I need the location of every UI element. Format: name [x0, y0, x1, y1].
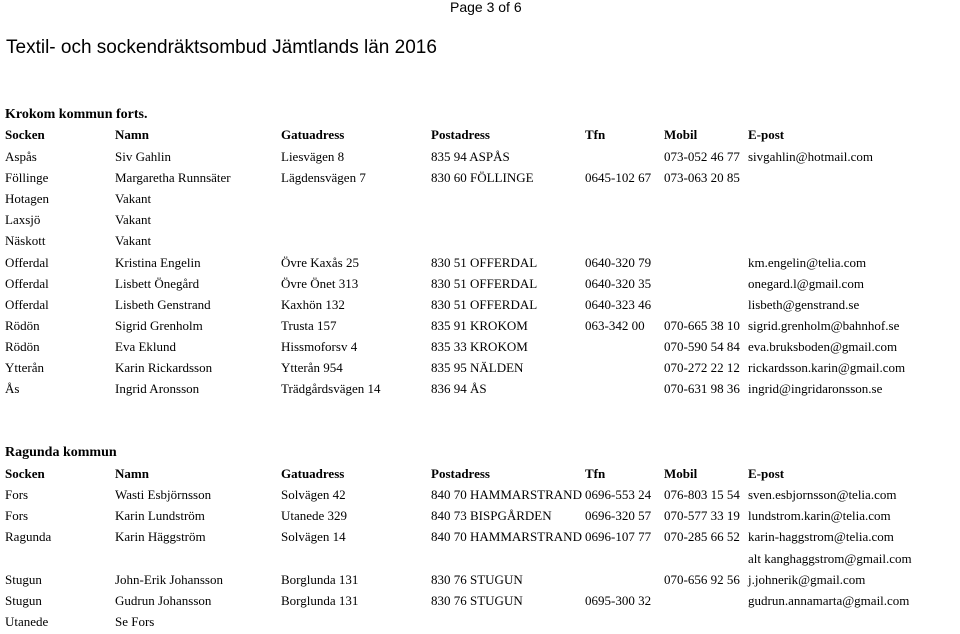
cell-gatuadress: Trusta 157: [281, 317, 337, 333]
cell-postadress: 835 95 NÄLDEN: [431, 360, 524, 375]
cell-socken: Offerdal: [5, 296, 49, 312]
cell-gatuadress: Trädgårdsvägen 14: [281, 381, 381, 397]
cell-socken: Laxsjö: [5, 212, 41, 228]
cell-postadress: 835 91 KROKOM: [431, 317, 528, 333]
cell-namn: Sigrid Grenholm: [115, 317, 203, 333]
cell-socken: Ragunda: [5, 529, 52, 545]
cell-postadress: 830 51 OFFERDAL: [431, 275, 538, 291]
section-title-krokom: Krokom kommun forts.: [5, 107, 148, 122]
cell-gatuadress: Solvägen 14: [281, 529, 346, 545]
header-gatuadress: Gatuadress: [281, 127, 345, 142]
cell-postadress: 835 33 KROKOM: [431, 338, 528, 354]
cell-gatuadress: Hissmoforsv 4: [281, 338, 358, 354]
cell-epost: sigrid.grenholm@bahnhof.se: [748, 317, 900, 333]
header-socken: Socken: [5, 466, 45, 481]
cell-socken: Offerdal: [5, 254, 49, 270]
table-row: [0, 529, 960, 549]
table-row: [0, 614, 960, 634]
cell-gatuadress: Borglunda 131: [281, 571, 359, 587]
table-row: [0, 318, 960, 338]
cell-mobil: 073-063 20 85: [664, 170, 740, 186]
cell-postadress: 840 70 HAMMARSTRAND: [431, 529, 582, 545]
cell-namn: Kristina Engelin: [115, 254, 201, 270]
header-epost: E-post: [748, 466, 785, 481]
cell-namn: Vakant: [115, 212, 152, 228]
cell-namn: Siv Gahlin: [115, 149, 171, 164]
cell-postadress: 836 94 ÅS: [431, 381, 487, 397]
cell-postadress: 830 51 OFFERDAL: [431, 296, 538, 312]
table-row: [0, 255, 960, 275]
cell-namn: Gudrun Johansson: [115, 593, 212, 608]
cell-socken: Stugun: [5, 593, 42, 608]
header-tfn: Tfn: [585, 127, 606, 142]
cell-postadress: 830 51 OFFERDAL: [431, 254, 538, 270]
table-row: [0, 360, 960, 380]
cell-namn: Vakant: [115, 191, 152, 207]
cell-gatuadress: Utanede 329: [281, 508, 348, 524]
cell-epost: gudrun.annamarta@gmail.com: [748, 593, 910, 608]
cell-mobil: 076-803 15 54: [664, 487, 740, 502]
cell-postadress: 840 70 HAMMARSTRAND: [431, 487, 582, 502]
header-postadress: Postadress: [431, 127, 490, 142]
cell-tfn: 0640-323 46: [585, 296, 652, 312]
table-row: [0, 508, 960, 528]
table-row: [0, 170, 960, 190]
cell-namn: Margaretha Runnsäter: [115, 170, 231, 186]
cell-gatuadress: Lägdensvägen 7: [281, 170, 366, 186]
cell-socken: Rödön: [5, 317, 40, 333]
cell-socken: Aspås: [5, 149, 37, 164]
cell-epost: alt kanghaggstrom@gmail.com: [748, 550, 912, 566]
cell-postadress: 830 60 FÖLLINGE: [431, 170, 534, 186]
cell-gatuadress: Övre Kaxås 25: [281, 254, 359, 270]
table-row: [0, 149, 960, 169]
cell-socken: Näskott: [5, 233, 46, 249]
cell-tfn: 0640-320 35: [585, 275, 652, 291]
cell-gatuadress: Solvägen 42: [281, 487, 346, 502]
cell-epost: km.engelin@telia.com: [748, 254, 867, 270]
header-tfn: Tfn: [585, 466, 606, 481]
cell-namn: Lisbett Önegård: [115, 275, 200, 291]
header-epost: E-post: [748, 127, 785, 142]
cell-socken: Ytterån: [5, 360, 44, 375]
cell-tfn: 0696-320 57: [585, 508, 652, 524]
cell-socken: Fors: [5, 508, 29, 524]
table-row: [0, 551, 960, 571]
cell-socken: Föllinge: [5, 170, 49, 186]
document-title: Textil- och sockendräktsombud Jämtlands län 2016: [6, 37, 437, 58]
cell-gatuadress: Övre Önet 313: [281, 275, 359, 291]
cell-gatuadress: Borglunda 131: [281, 593, 359, 608]
cell-epost: lisbeth@genstrand.se: [748, 296, 860, 312]
cell-mobil: 070-631 98 36: [664, 381, 740, 397]
cell-mobil: 070-577 33 19: [664, 508, 740, 524]
header-namn: Namn: [115, 466, 149, 481]
cell-namn: Eva Eklund: [115, 338, 177, 354]
cell-epost: ingrid@ingridaronsson.se: [748, 381, 883, 397]
column-headers-krokom: [0, 127, 960, 147]
cell-epost: sivgahlin@hotmail.com: [748, 149, 873, 164]
cell-namn: Karin Rickardsson: [115, 360, 213, 375]
table-row: [0, 276, 960, 296]
cell-namn: Se Fors: [115, 614, 155, 630]
header-namn: Namn: [115, 127, 149, 142]
cell-mobil: 070-656 92 56: [664, 571, 740, 587]
table-row: [0, 572, 960, 592]
cell-postadress: 830 76 STUGUN: [431, 593, 523, 608]
table-row: [0, 212, 960, 232]
header-mobil: Mobil: [664, 466, 698, 481]
cell-epost: onegard.l@gmail.com: [748, 275, 864, 291]
cell-socken: Utanede: [5, 614, 49, 630]
header-socken: Socken: [5, 127, 45, 142]
cell-namn: Lisbeth Genstrand: [115, 296, 211, 312]
page-number: Page 3 of 6: [450, 0, 522, 15]
cell-epost: eva.bruksboden@gmail.com: [748, 338, 898, 354]
cell-tfn: 0645-102 67: [585, 170, 652, 186]
cell-namn: John-Erik Johansson: [115, 571, 223, 587]
cell-mobil: 070-272 22 12: [664, 360, 740, 375]
cell-postadress: 840 73 BISPGÅRDEN: [431, 508, 552, 524]
cell-gatuadress: Liesvägen 8: [281, 149, 345, 164]
cell-socken: Stugun: [5, 571, 42, 587]
table-row: [0, 191, 960, 211]
column-headers-ragunda: [0, 466, 960, 486]
cell-epost: j.johnerik@gmail.com: [748, 571, 866, 587]
table-row: [0, 381, 960, 401]
cell-postadress: 830 76 STUGUN: [431, 571, 523, 587]
cell-socken: Fors: [5, 487, 29, 502]
cell-epost: lundstrom.karin@telia.com: [748, 508, 891, 524]
cell-tfn: 063-342 00: [585, 317, 645, 333]
cell-mobil: 070-665 38 10: [664, 317, 740, 333]
cell-socken: Ås: [5, 381, 20, 397]
cell-tfn: 0696-553 24: [585, 487, 652, 502]
section-title-ragunda: Ragunda kommun: [5, 445, 117, 460]
cell-mobil: 073-052 46 77: [664, 149, 740, 164]
cell-socken: Rödön: [5, 338, 40, 354]
cell-epost: rickardsson.karin@gmail.com: [748, 360, 906, 375]
cell-gatuadress: Kaxhön 132: [281, 296, 345, 312]
header-mobil: Mobil: [664, 127, 698, 142]
cell-postadress: 835 94 ASPÅS: [431, 149, 510, 164]
cell-namn: Vakant: [115, 233, 152, 249]
cell-socken: Offerdal: [5, 275, 49, 291]
cell-gatuadress: Ytterån 954: [281, 360, 343, 375]
cell-namn: Ingrid Aronsson: [115, 381, 200, 397]
cell-namn: Karin Häggström: [115, 529, 206, 545]
cell-tfn: 0695-300 32: [585, 593, 652, 608]
cell-tfn: 0640-320 79: [585, 254, 652, 270]
header-postadress: Postadress: [431, 466, 490, 481]
table-row: [0, 297, 960, 317]
cell-epost: karin-haggstrom@telia.com: [748, 529, 894, 545]
cell-mobil: 070-590 54 84: [664, 338, 740, 354]
cell-namn: Wasti Esbjörnsson: [115, 487, 212, 502]
cell-tfn: 0696-107 77: [585, 529, 652, 545]
header-gatuadress: Gatuadress: [281, 466, 345, 481]
cell-epost: sven.esbjornsson@telia.com: [748, 487, 897, 502]
table-row: [0, 233, 960, 253]
cell-socken: Hotagen: [5, 191, 50, 207]
cell-namn: Karin Lundström: [115, 508, 205, 524]
table-row: [0, 487, 960, 507]
table-row: [0, 339, 960, 359]
cell-mobil: 070-285 66 52: [664, 529, 740, 545]
table-row: [0, 593, 960, 613]
